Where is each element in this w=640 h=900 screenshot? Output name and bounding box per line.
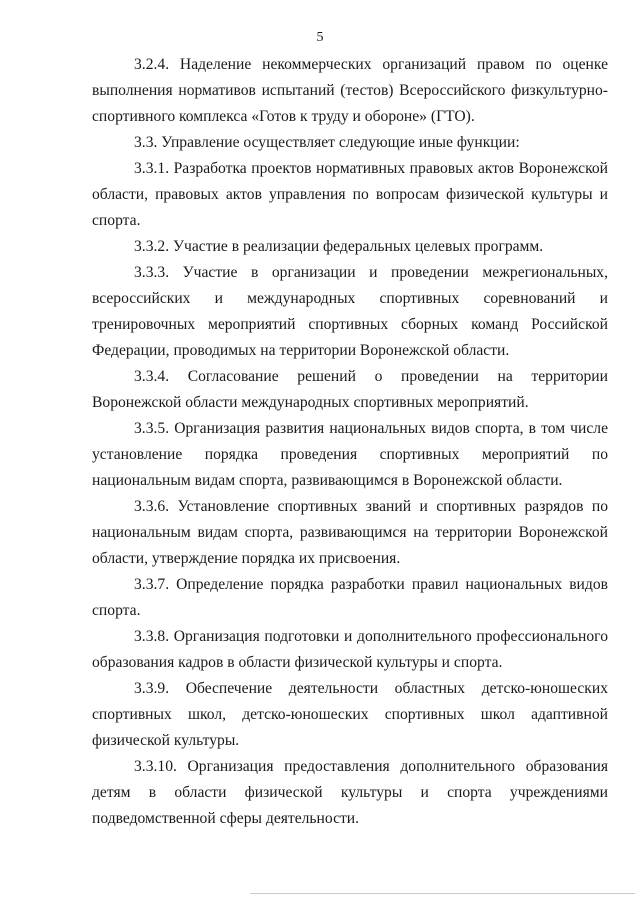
paragraph-3-3-3: 3.3.3. Участие в организации и проведении межрегиональных, всероссийских и международных спортивных соревнований и тренировочных мероприятий спортивных сборных команд Российской Федерации, проводимых на территории Воронежской области. <box>92 264 608 359</box>
paragraph-3-2-4: 3.2.4. Наделение некоммерческих организаций правом по оценке выполнения нормативов испытаний (тестов) Всероссийского физкультурно-спортивного комплекса «Готов к труду и обороне» (ГТО). <box>92 56 608 125</box>
paragraph-3-3-6: 3.3.6. Установление спортивных званий и спортивных разрядов по национальным видам спорта, развивающимся на территории Воронежской области, утверждение порядка их присвоения. <box>92 498 608 567</box>
paragraph-3-3-10: 3.3.10. Организация предоставления дополнительного образования детям в области физической культуры и спорта учреждениями подведомственной сферы деятельности. <box>92 758 608 827</box>
scan-edge-line <box>250 893 635 894</box>
paragraph-3-3-9: 3.3.9. Обеспечение деятельности областных детско-юношеских спортивных школ, детско-юношеских спортивных школ адаптивной физической культуры. <box>92 680 608 749</box>
page-number: 5 <box>316 30 324 45</box>
paragraph-3-3-8: 3.3.8. Организация подготовки и дополнительного профессионального образования кадров в области физической культуры и спорта. <box>92 628 608 671</box>
paragraph-3-3-4: 3.3.4. Согласование решений о проведении на территории Воронежской области международных спортивных мероприятий. <box>92 368 608 411</box>
paragraph-3-3-7: 3.3.7. Определение порядка разработки правил национальных видов спорта. <box>92 576 608 619</box>
paragraph-3-3-1: 3.3.1. Разработка проектов нормативных правовых актов Воронежской области, правовых актов управления по вопросам физической культуры и спорта. <box>92 160 608 229</box>
paragraph-3-3-5: 3.3.5. Организация развития национальных видов спорта, в том числе установление порядка проведения спортивных мероприятий по национальным видам спорта, развивающимся в Воронежской области. <box>92 420 608 489</box>
document-body <box>92 52 608 832</box>
paragraph-3-3: 3.3. Управление осуществляет следующие иные функции: <box>134 134 520 151</box>
paragraph-3-3-2: 3.3.2. Участие в реализации федеральных целевых программ. <box>134 238 544 255</box>
